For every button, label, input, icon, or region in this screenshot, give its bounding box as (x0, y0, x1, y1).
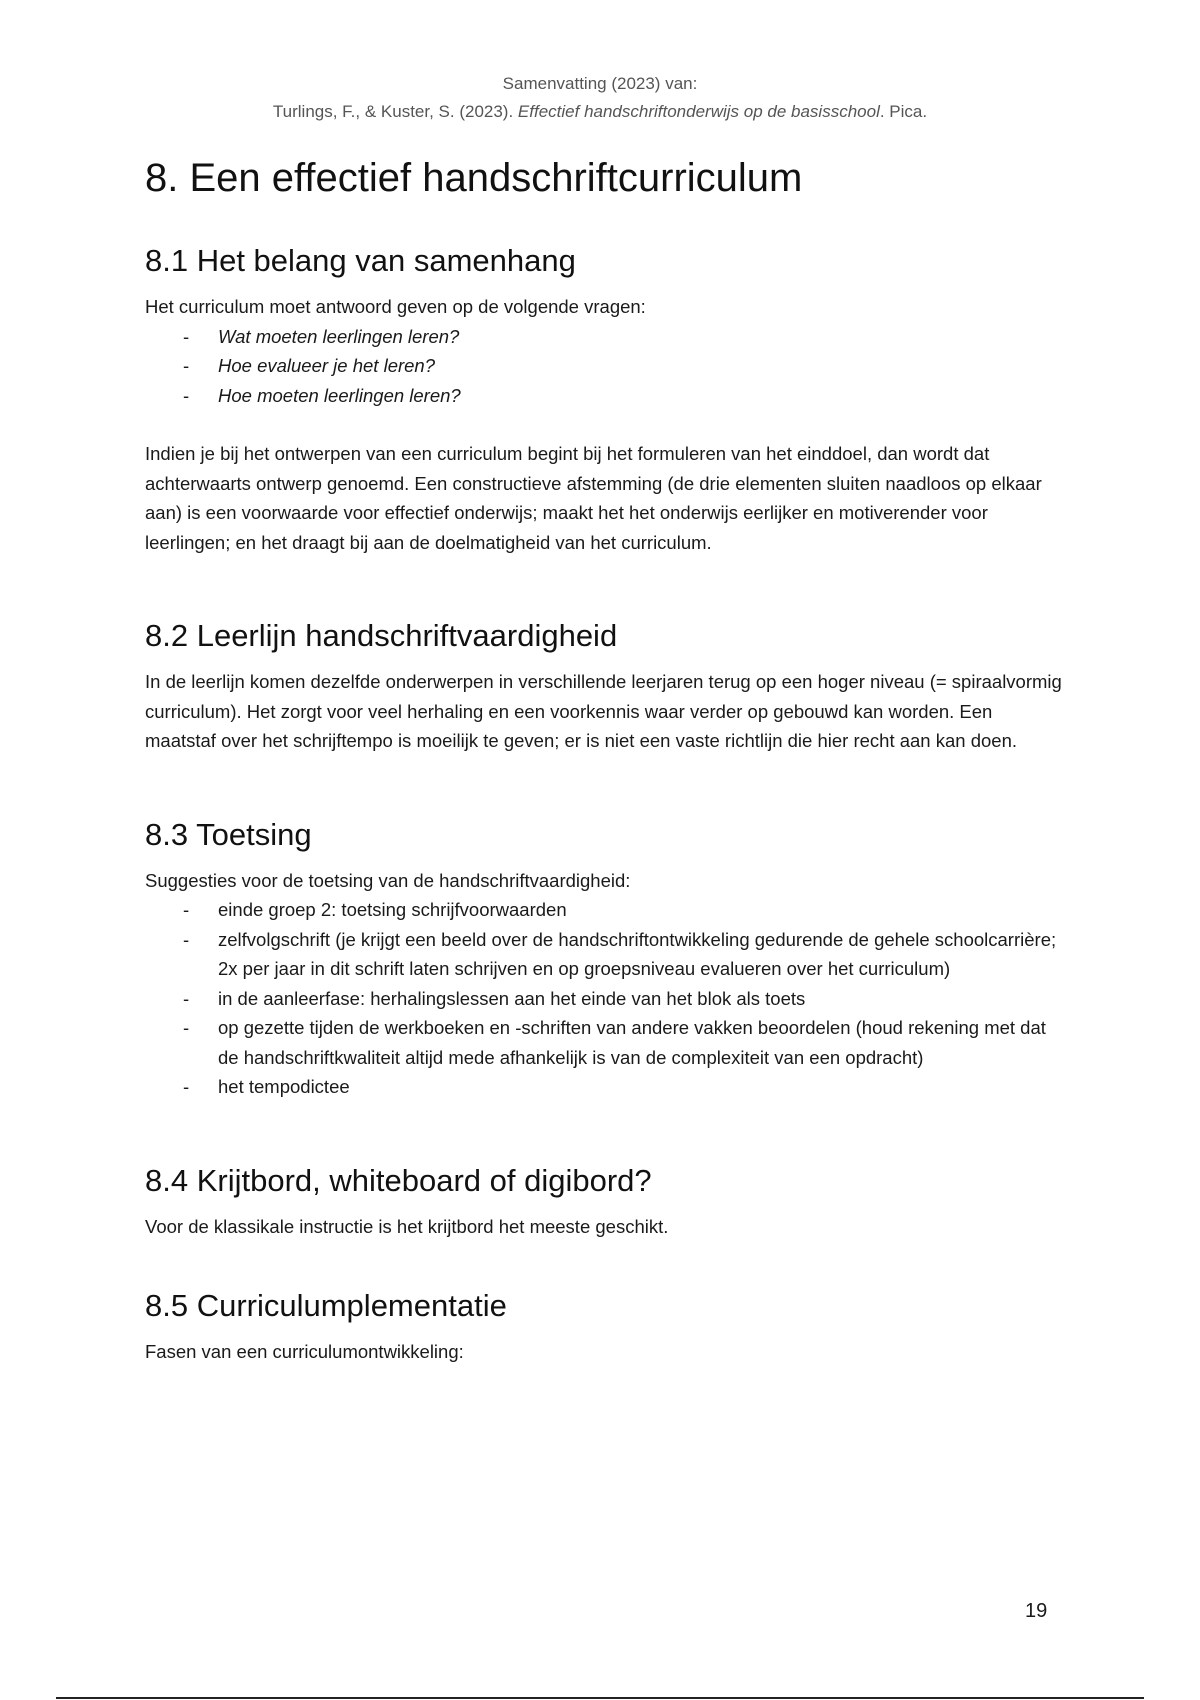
section-8-5 (145, 1285, 1065, 1367)
citation-publisher: . Pica. (879, 102, 928, 121)
section-intro: Het curriculum moet antwoord geven op de volgende vragen: (145, 296, 646, 317)
list-item: - Hoe evalueer je het leren? (145, 351, 1065, 381)
section-8-3 (145, 814, 1065, 1102)
dash-bullet: - (183, 928, 190, 950)
section-paragraph: Indien je bij het ontwerpen van een curriculum begint bij het formuleren van het einddoel, dan wordt dat achterwaarts ontwerp genoemd. Een constructieve afstemming (de drie elementen sluiten naadloos op elkaar aan) is een voorwaarde voor effectief onderwijs; maakt het het onderwijs eerlijker en motiverender voor leerlingen; en het draagt bij aan de doelmatigheid van het curriculum. (145, 443, 1042, 553)
chapter-title: 8. Een effectief handschriftcurriculum (145, 156, 803, 200)
dash-bullet: - (183, 899, 190, 920)
section-8-2 (145, 615, 1065, 756)
page-content (145, 150, 1065, 1367)
header-citation (0, 98, 1200, 126)
section-8-4 (145, 1160, 1065, 1242)
list-item: - op gezette tijden de werkboeken en -schriften van andere vakken beoordelen (houd rekening met dat de handschriftkwaliteit altijd mede afhankelijk is van de complexiteit van een opdracht) (145, 1013, 1065, 1072)
section-paragraph: Voor de klassikale instructie is het krijtbord het meeste geschikt. (145, 1215, 669, 1237)
list-item: - zelfvolgschrift (je krijgt een beeld over de handschriftontwikkeling gedurende de gehele schoolcarrière; 2x per jaar in dit schrift laten schrijven en op groepsniveau evalueren over het curriculum) (145, 925, 1065, 984)
page-header (0, 70, 1200, 126)
list-item: - Hoe moeten leerlingen leren? (145, 381, 1065, 411)
dash-bullet: - (183, 987, 190, 1009)
header-line-1: Samenvatting (2023) van: (502, 74, 698, 93)
dash-bullet: - (183, 1017, 190, 1038)
list-item: - in de aanleerfase: herhalingslessen aan het einde van het blok als toets (145, 984, 1065, 1014)
list-item: - het tempodictee (145, 1072, 1065, 1102)
page-bottom-divider (56, 1697, 1144, 1699)
section-title: 8.1 Het belang van samenhang (145, 243, 576, 278)
section-title: 8.3 Toetsing (145, 816, 312, 852)
citation-book-title: Effectief handschriftonderwijs op de basisschool (517, 102, 880, 121)
dash-bullet: - (183, 384, 190, 406)
section-intro: Suggesties voor de toetsing van de handschriftvaardigheid: (145, 869, 631, 891)
question-list (145, 322, 1065, 411)
dash-bullet: - (183, 325, 190, 347)
section-title: 8.2 Leerlijn handschriftvaardigheid (145, 618, 618, 653)
citation-authors: Turlings, F., & Kuster, S. (2023). (272, 102, 518, 121)
suggestion-list (145, 895, 1065, 1102)
page-number: 19 (1025, 1600, 1048, 1622)
section-paragraph: In de leerlijn komen dezelfde onderwerpen in verschillende leerjaren terug op een hoger niveau (= spiraalvormig curriculum). Het zorgt voor veel herhaling en een voorkennis waar verder op gebouwd kan worden. Een maatstaf over het schrijftempo is moeilijk te geven; er is niet een vaste richtlijn die hier recht aan kan doen. (145, 671, 1062, 751)
section-paragraph: Fasen van een curriculumontwikkeling: (145, 1341, 464, 1362)
dash-bullet: - (183, 355, 190, 376)
dash-bullet: - (183, 1076, 190, 1097)
section-8-1 (145, 240, 1065, 557)
section-title: 8.4 Krijtbord, whiteboard of digibord? (145, 1162, 652, 1198)
list-item: - einde groep 2: toetsing schrijfvoorwaarden (145, 895, 1065, 925)
list-item: - Wat moeten leerlingen leren? (145, 322, 1065, 352)
section-title: 8.5 Curriculumplementatie (145, 1288, 507, 1323)
